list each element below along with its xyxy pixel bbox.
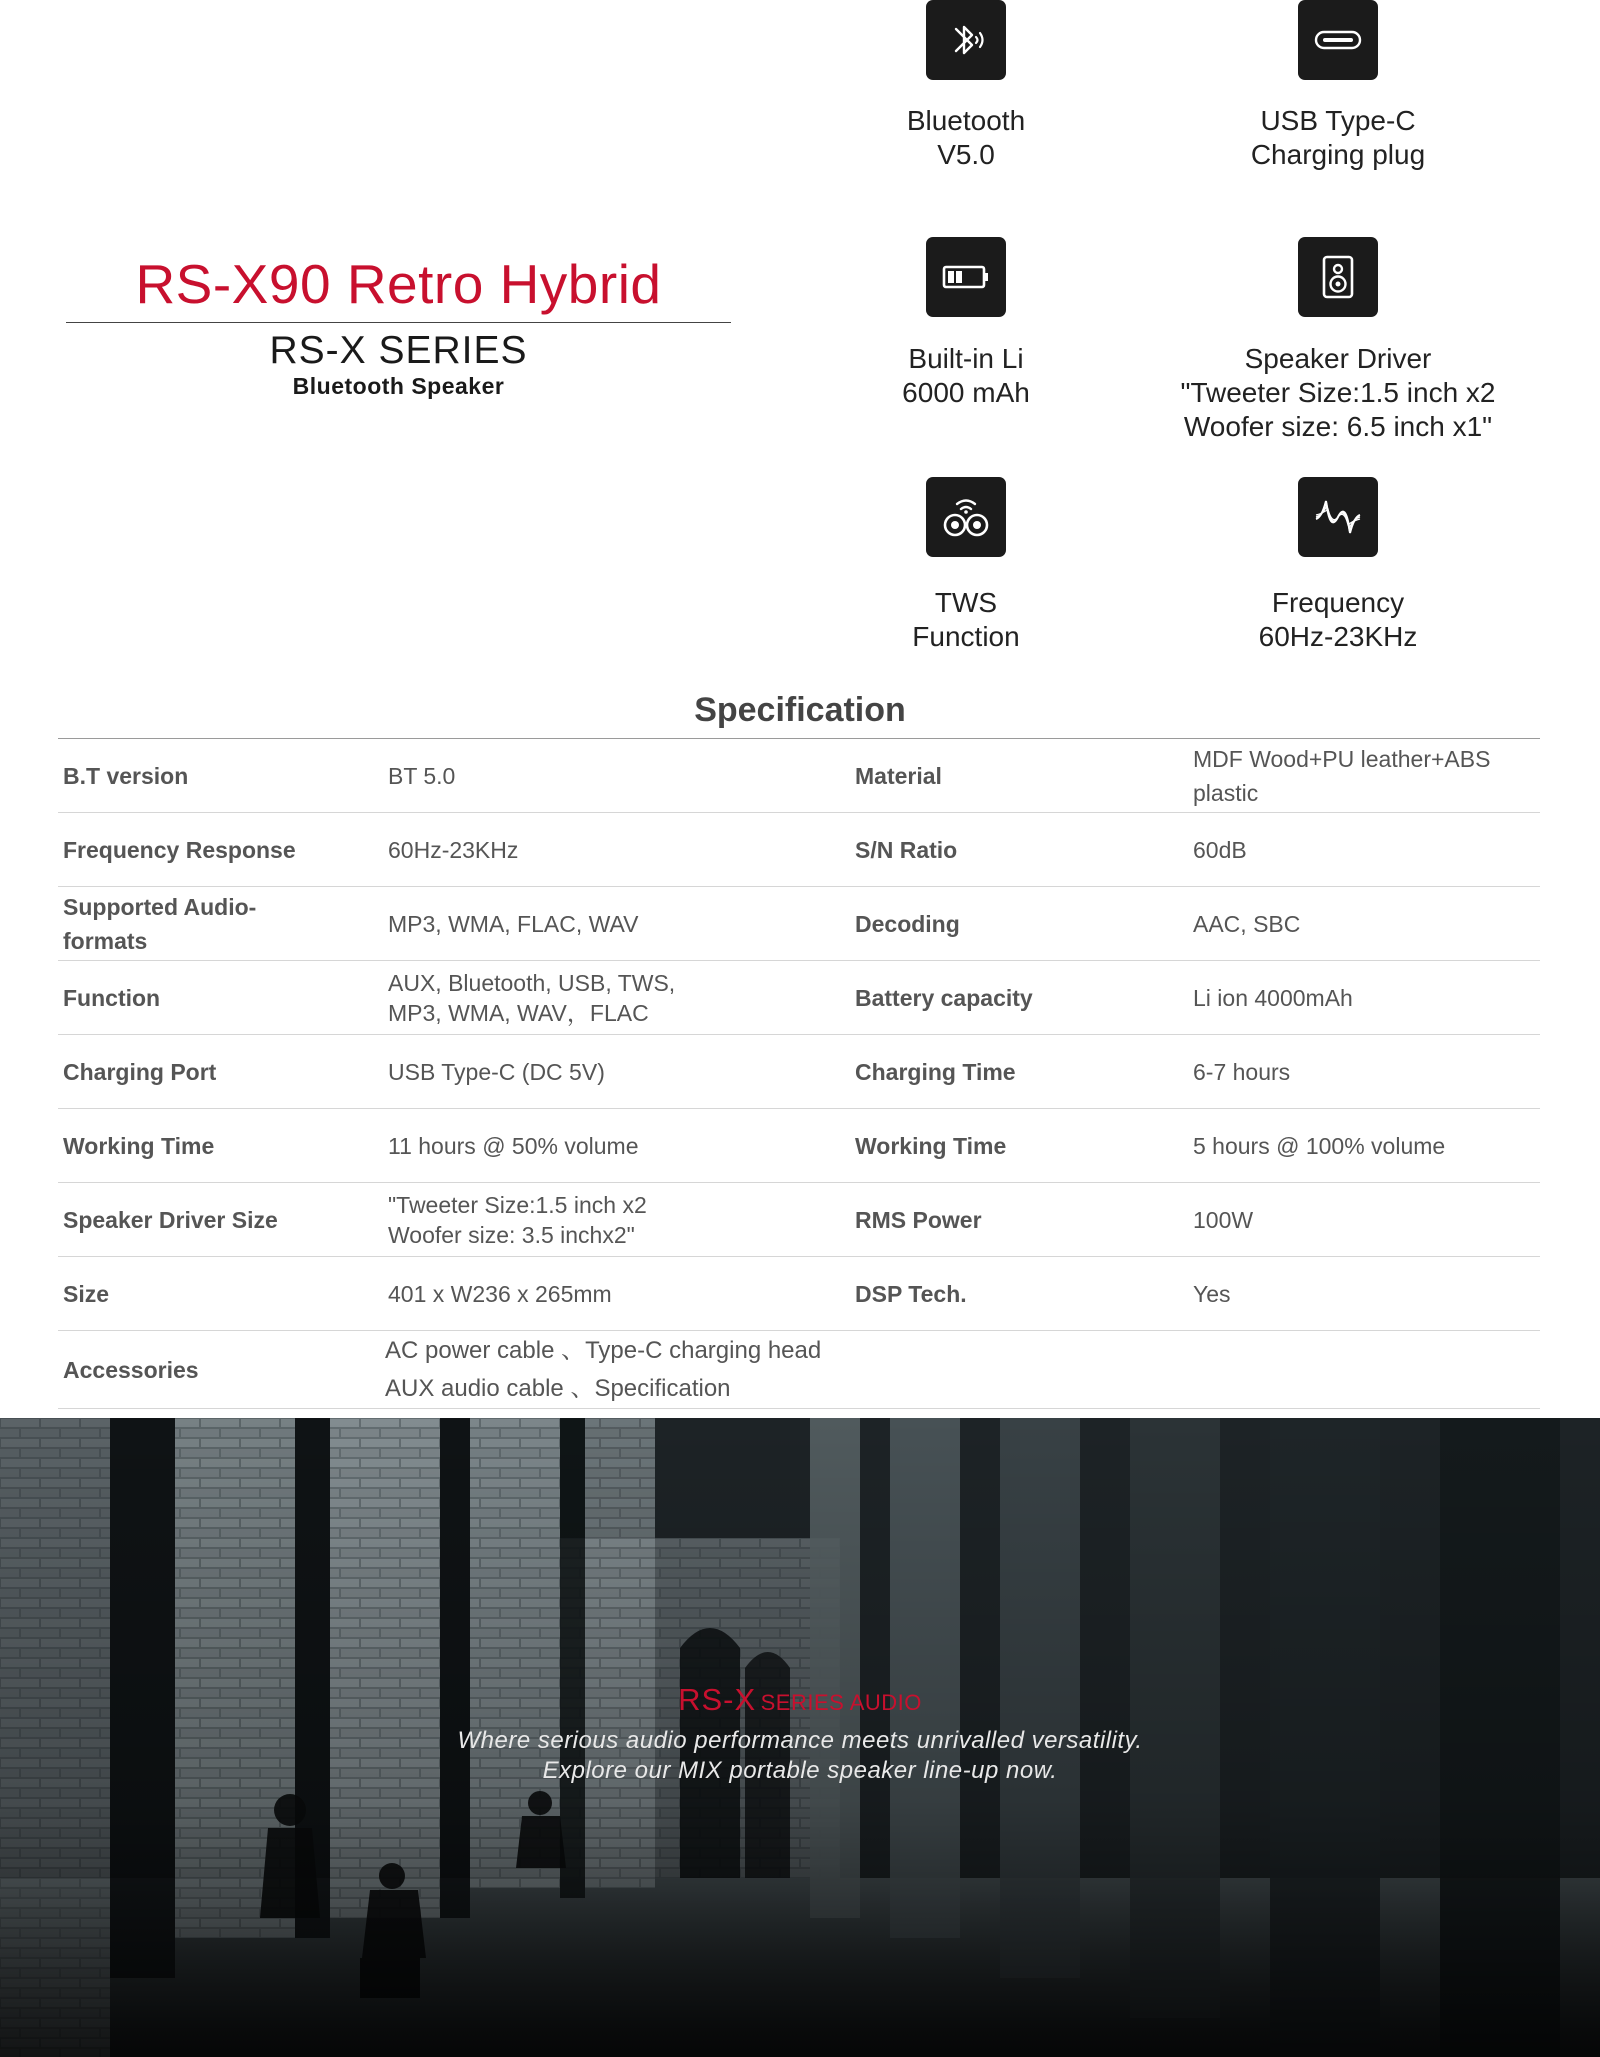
feature-label-line: USB Type-C: [1260, 105, 1416, 136]
feature-label: [756, 342, 1176, 410]
bluetooth-icon: [926, 0, 1006, 80]
table-row: [58, 1257, 1540, 1331]
feature-label: [1128, 104, 1548, 172]
table-row: [58, 813, 1540, 887]
feature-label-line: Frequency: [1271, 587, 1405, 618]
speaker-icon: [1298, 237, 1378, 317]
feature-label-line: Woofer size: 6.5 inch x1": [1183, 411, 1493, 442]
spec-label: S/N Ratio: [855, 836, 958, 863]
spec-label: Working Time: [855, 1132, 1007, 1159]
table-row: [58, 887, 1540, 961]
spec-value: MP3, WMA, FLAC, WAV: [388, 910, 639, 937]
spec-value: 11 hours @ 50% volume: [388, 1132, 639, 1159]
banner-tagline-line: Where serious audio performance meets unrivalled versatility.: [457, 1727, 1143, 1754]
table-row: [58, 1109, 1540, 1183]
spec-value: 401 x W236 x 265mm: [388, 1280, 612, 1307]
spec-label: Function: [63, 984, 161, 1011]
spec-value: Li ion 4000mAh: [1193, 984, 1353, 1011]
feature-bluetooth: [756, 0, 1176, 172]
spec-label: Accessories: [63, 1356, 199, 1383]
spec-label: Material: [855, 762, 942, 789]
spec-value: MDF Wood+PU leather+ABS plastic: [1193, 745, 1491, 806]
table-row: [58, 1331, 1540, 1409]
feature-label-line: "Tweeter Size:1.5 inch x2: [1180, 377, 1496, 408]
spec-value: BT 5.0: [388, 762, 456, 789]
spec-value: Yes: [1193, 1280, 1231, 1307]
table-row: [58, 739, 1540, 813]
brand-sub: SERIES AUDIO: [760, 1690, 922, 1715]
spec-label: Charging Time: [855, 1058, 1016, 1085]
spec-label: Battery capacity: [855, 984, 1033, 1011]
feature-speaker-driver: [1128, 237, 1548, 444]
feature-label-line: Built-in Li: [908, 343, 1024, 374]
promo-banner: [0, 1418, 1600, 2057]
banner-text: [0, 1680, 1600, 1786]
spec-value: "Tweeter Size:1.5 inch x2 Woofer size: 3.5 inchx2": [388, 1191, 647, 1248]
tws-icon: [926, 477, 1006, 557]
spec-value: AAC, SBC: [1193, 910, 1301, 937]
spec-label: Charging Port: [63, 1058, 217, 1085]
product-subtitle: Bluetooth Speaker: [292, 373, 505, 399]
table-row: [58, 961, 1540, 1035]
product-name: RS-X90 Retro Hybrid: [135, 253, 662, 315]
spec-value: [1193, 1331, 1538, 1408]
feature-label-line: 6000 mAh: [902, 377, 1030, 408]
feature-label: [756, 586, 1176, 654]
specification-table: [58, 738, 1540, 1409]
spec-label: Speaker Driver Size: [63, 1206, 278, 1233]
spec-label: Frequency Response: [63, 836, 296, 863]
title-divider: [66, 322, 731, 323]
spec-value: 60dB: [1193, 836, 1247, 863]
table-row: [58, 1183, 1540, 1257]
spec-label: Decoding: [855, 910, 960, 937]
feature-label-line: 60Hz-23KHz: [1258, 621, 1418, 652]
spec-value: USB Type-C (DC 5V): [388, 1058, 605, 1085]
spec-label: DSP Tech.: [855, 1280, 967, 1307]
table-row: [58, 1035, 1540, 1109]
feature-label: [756, 104, 1176, 172]
feature-label-line: Charging plug: [1250, 139, 1426, 170]
spec-value: 6-7 hours: [1193, 1058, 1291, 1085]
battery-icon: [926, 237, 1006, 317]
usb-type-c-icon: [1298, 0, 1378, 80]
feature-label-line: V5.0: [937, 139, 995, 170]
series-name: RS-X SERIES: [269, 329, 528, 372]
spec-label: Working Time: [63, 1132, 215, 1159]
product-title-block: [66, 250, 731, 399]
feature-label-line: TWS: [934, 587, 998, 618]
feature-label-line: Speaker Driver: [1244, 343, 1432, 374]
feature-battery: [756, 237, 1176, 410]
banner-brand: [0, 1680, 1600, 1726]
spec-label: RMS Power: [855, 1206, 982, 1233]
spec-label: [855, 1331, 1185, 1408]
spec-label: B.T version: [63, 762, 189, 789]
spec-value: 100W: [1193, 1206, 1254, 1233]
feature-frequency: [1128, 477, 1548, 654]
spec-label: Supported Audio-formats: [63, 893, 257, 954]
frequency-wave-icon: [1298, 477, 1378, 557]
spec-value: 60Hz-23KHz: [388, 836, 519, 863]
feature-label: [1128, 342, 1548, 444]
specification-heading: Specification: [694, 691, 906, 729]
banner-tagline-line: Explore our MIX portable speaker line-up now.: [542, 1757, 1058, 1784]
feature-label-line: Bluetooth: [906, 105, 1026, 136]
feature-label: [1128, 586, 1548, 654]
spec-value: AC power cable 、Type-C charging head AUX audio cable 、Specification: [385, 1336, 822, 1402]
brand-main: RS-X: [678, 1682, 757, 1717]
spec-value: AUX, Bluetooth, USB, TWS, MP3, WMA, WAV，FLAC: [388, 969, 676, 1026]
feature-label-line: Function: [912, 621, 1020, 652]
spec-value: 5 hours @ 100% volume: [1193, 1132, 1446, 1159]
spec-label: Size: [63, 1280, 110, 1307]
feature-tws: [756, 477, 1176, 654]
feature-usb-type-c: [1128, 0, 1548, 172]
